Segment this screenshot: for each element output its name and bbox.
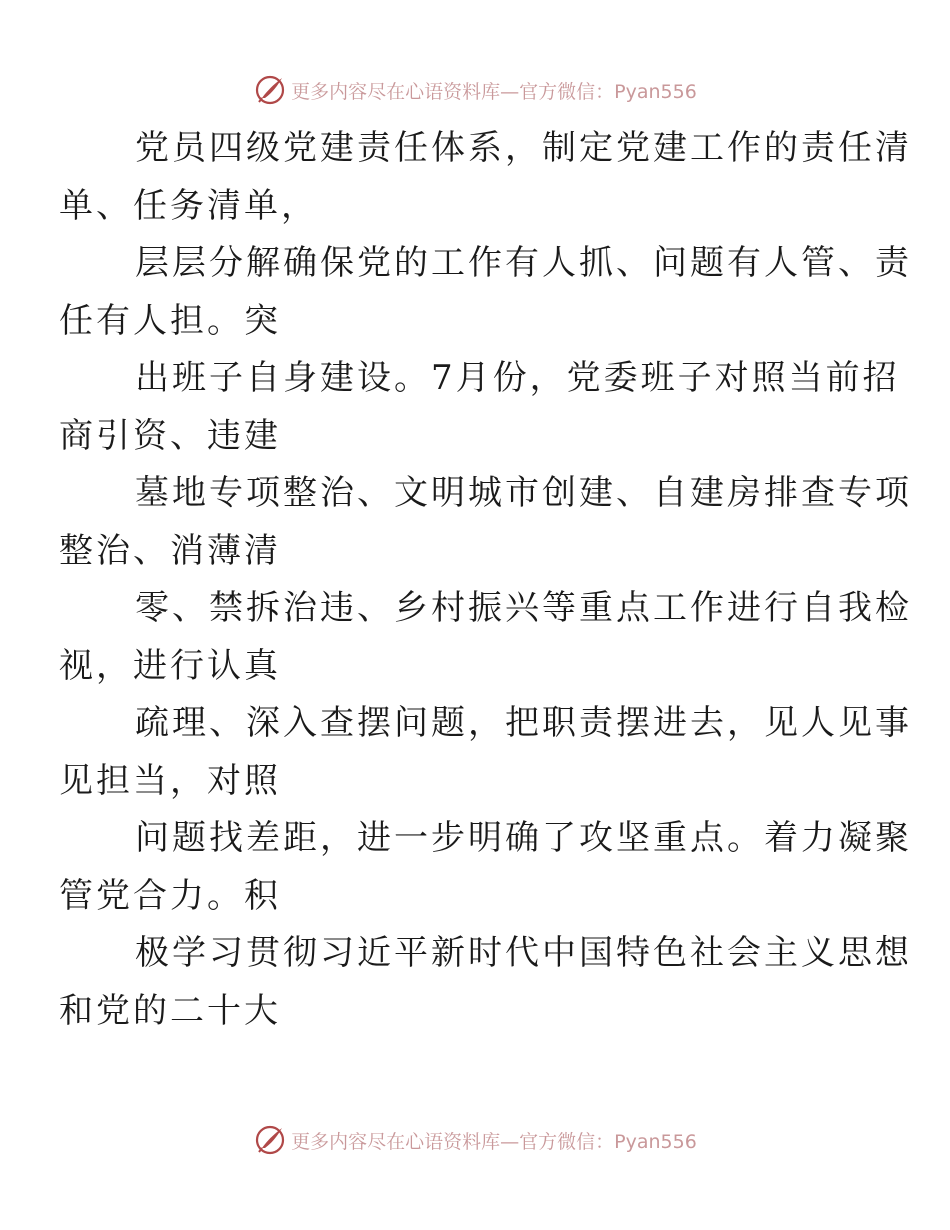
footer-watermark bbox=[0, 1120, 950, 1160]
paragraph-line: 整治、消薄清 bbox=[59, 530, 281, 571]
paragraph bbox=[59, 925, 912, 1040]
paragraph bbox=[59, 465, 912, 580]
paragraph bbox=[59, 810, 912, 925]
watermark-text: 更多内容尽在心语资料库—官方微信： bbox=[291, 80, 615, 103]
paragraph bbox=[59, 695, 912, 810]
paragraph-line: 党员四级党建责任体系，制定党建工作的责任清 bbox=[135, 128, 912, 168]
paragraph bbox=[59, 350, 900, 465]
quill-logo-icon bbox=[253, 1123, 287, 1157]
paragraph-line: 疏理、深入查摆问题，把职责摆进去，见人见事 bbox=[135, 703, 912, 743]
paragraph-line: 任有人担。突 bbox=[59, 300, 281, 341]
paragraph-line: 见担当，对照 bbox=[59, 760, 281, 801]
paragraph bbox=[59, 580, 912, 695]
paragraph-line: 极学习贯彻习近平新时代中国特色社会主义思想 bbox=[135, 933, 912, 973]
paragraph-line: 出班子自身建设。7月份，党委班子对照当前招 bbox=[135, 358, 900, 398]
document-body bbox=[59, 120, 912, 1040]
paragraph bbox=[59, 235, 912, 350]
paragraph-line: 零、禁拆治违、乡村振兴等重点工作进行自我检 bbox=[135, 588, 912, 628]
watermark-wechat-id: Pyan556 bbox=[614, 80, 697, 103]
paragraph-line: 单、任务清单， bbox=[59, 185, 318, 226]
paragraph-line: 和党的二十大 bbox=[59, 990, 281, 1031]
paragraph bbox=[59, 120, 912, 235]
paragraph-line: 视，进行认真 bbox=[59, 645, 281, 686]
quill-logo-icon bbox=[253, 73, 287, 107]
paragraph-line: 层层分解确保党的工作有人抓、问题有人管、责 bbox=[135, 243, 912, 283]
paragraph-line: 商引资、违建 bbox=[59, 415, 281, 456]
watermark-text: 更多内容尽在心语资料库—官方微信： bbox=[291, 1130, 615, 1153]
header-watermark bbox=[0, 70, 950, 110]
paragraph-line: 问题找差距，进一步明确了攻坚重点。着力凝聚 bbox=[135, 818, 912, 858]
paragraph-line: 管党合力。积 bbox=[59, 875, 281, 916]
watermark-wechat-id: Pyan556 bbox=[614, 1130, 697, 1153]
paragraph-line: 墓地专项整治、文明城市创建、自建房排查专项 bbox=[135, 473, 912, 513]
